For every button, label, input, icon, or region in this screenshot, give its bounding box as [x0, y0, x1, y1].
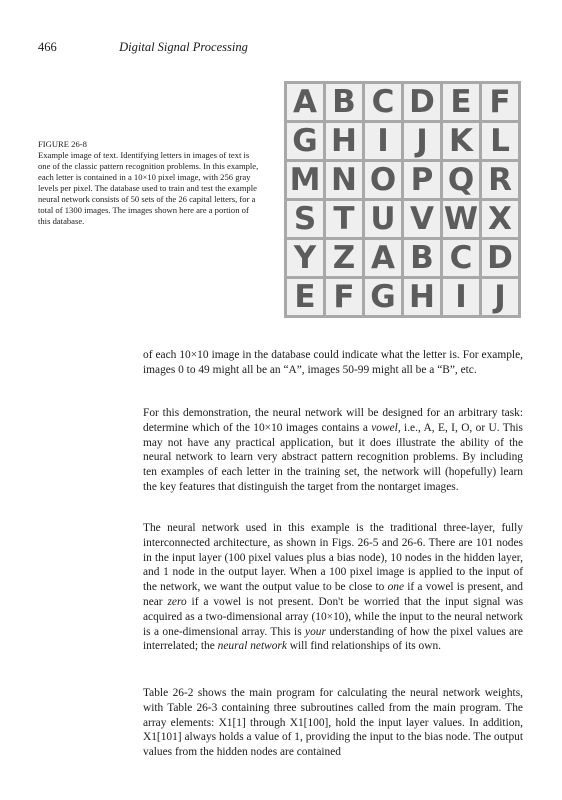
letter-cell: H: [404, 279, 440, 315]
paragraph-2-text: For this demonstration, the neural network will be designed for an arbitrary task: determine which of the 10×10 images contains a: [143, 407, 523, 434]
page-number: 466: [38, 40, 57, 54]
paragraph-3-text: The neural network used in this example is the traditional three-layer, fully interconnected architecture, as shown in Figs. 26-5 and 26-6. There are 101 nodes in the input layer (100 pixel values plus a bias node), 10 nodes in the hidden layer, and 1 node in the output layer. When a 100 pixel image is applied to the input of the network, we want the output value to be close to: [143, 522, 523, 594]
letter-cell: F: [482, 84, 518, 120]
letter-cell: F: [326, 279, 362, 315]
letter-cell: Y: [287, 240, 323, 276]
letter-cell: U: [365, 201, 401, 237]
caption-title: FIGURE 26-8: [38, 139, 87, 149]
letter-cell: J: [404, 123, 440, 159]
letter-cell: G: [365, 279, 401, 315]
letter-cell: M: [287, 162, 323, 198]
letter-cell: Q: [443, 162, 479, 198]
emphasis-one: one: [387, 581, 405, 594]
paragraph-3-text-d: understanding of how the pixel values are interrelated; the: [143, 625, 523, 653]
letter-cell: B: [326, 84, 362, 120]
paragraph-3-text-b: if a vowel is present, and near: [143, 581, 523, 608]
emphasis-neural-network: neural network: [217, 640, 287, 653]
letter-cell: C: [443, 240, 479, 276]
letter-cell: R: [482, 162, 518, 198]
letter-cell: E: [443, 84, 479, 120]
paragraph-2: [143, 406, 523, 495]
running-head: [38, 40, 538, 55]
letter-cell: A: [365, 240, 401, 276]
paragraph-3: [143, 521, 523, 654]
letter-cell: I: [365, 123, 401, 159]
caption-text: Example image of text. Identifying letters in images of text is one of the classic pattern recognition problems. In this example, each letter is contained in a 10×10 pixel image, with 256 gray levels per pixel. The database used to train and test the example neural network consists of 50 sets of the 26 capital letters, for a total of 1300 images. The images shown here are a portion of this database.: [38, 150, 259, 226]
letter-cell: Z: [326, 240, 362, 276]
letter-cell: G: [287, 123, 323, 159]
paragraph-2-text-rest: , i.e., A, E, I, O, or U. This may not have any practical application, but it does illustrate the ability of the neural network to learn very abstract pattern recognition problems. By including ten examples of each letter in the training set, the network will (hopefully) learn the key features that distinguish the target from the nontarget images.: [143, 421, 523, 493]
letter-cell: X: [482, 201, 518, 237]
emphasis-vowel: vowel: [371, 421, 398, 434]
letter-cell: D: [482, 240, 518, 276]
letter-cell: D: [404, 84, 440, 120]
emphasis-your: your: [305, 625, 326, 638]
figure-caption: [38, 139, 263, 227]
letter-cell: J: [482, 279, 518, 315]
letter-cell: S: [287, 201, 323, 237]
letter-cell: H: [326, 123, 362, 159]
paragraph-3-text-c: if a vowel is not present. Don't be worried that the input signal was acquired as a two-dimensional array (10×10), while the input to the neural network is a one-dimensional array. This is: [143, 595, 524, 638]
letter-cell: W: [443, 201, 479, 237]
book-title: Digital Signal Processing: [119, 40, 248, 54]
letter-cell: K: [443, 123, 479, 159]
letter-cell: N: [326, 162, 362, 198]
letter-cell: O: [365, 162, 401, 198]
letter-cell: I: [443, 279, 479, 315]
letter-cell: P: [404, 162, 440, 198]
letter-cell: E: [287, 279, 323, 315]
paragraph-1: of each 10×10 image in the database could indicate what the letter is. For example, images 0 to 49 might all be an “A”, images 50-99 might all be a “B”, etc.: [143, 349, 523, 376]
letter-cell: C: [365, 84, 401, 120]
letter-cell: T: [326, 201, 362, 237]
letter-cell: L: [482, 123, 518, 159]
paragraph-4: Table 26-2 shows the main program for calculating the neural network weights, with Table 26-3 containing three subroutines called from the main program. The array elements: X1[1] through X1[100], hold the input layer values. In addition, X1[101] always holds a value of 1, providing the input to the bias node. The output values from the hidden nodes are contained: [143, 687, 523, 759]
letter-cell: A: [287, 84, 323, 120]
emphasis-zero: zero: [167, 595, 187, 608]
paragraph-3-text-e: will find relationships of its own.: [286, 640, 442, 653]
letter-cell: V: [404, 201, 440, 237]
letter-cell: B: [404, 240, 440, 276]
letter-image-grid: [284, 81, 521, 318]
